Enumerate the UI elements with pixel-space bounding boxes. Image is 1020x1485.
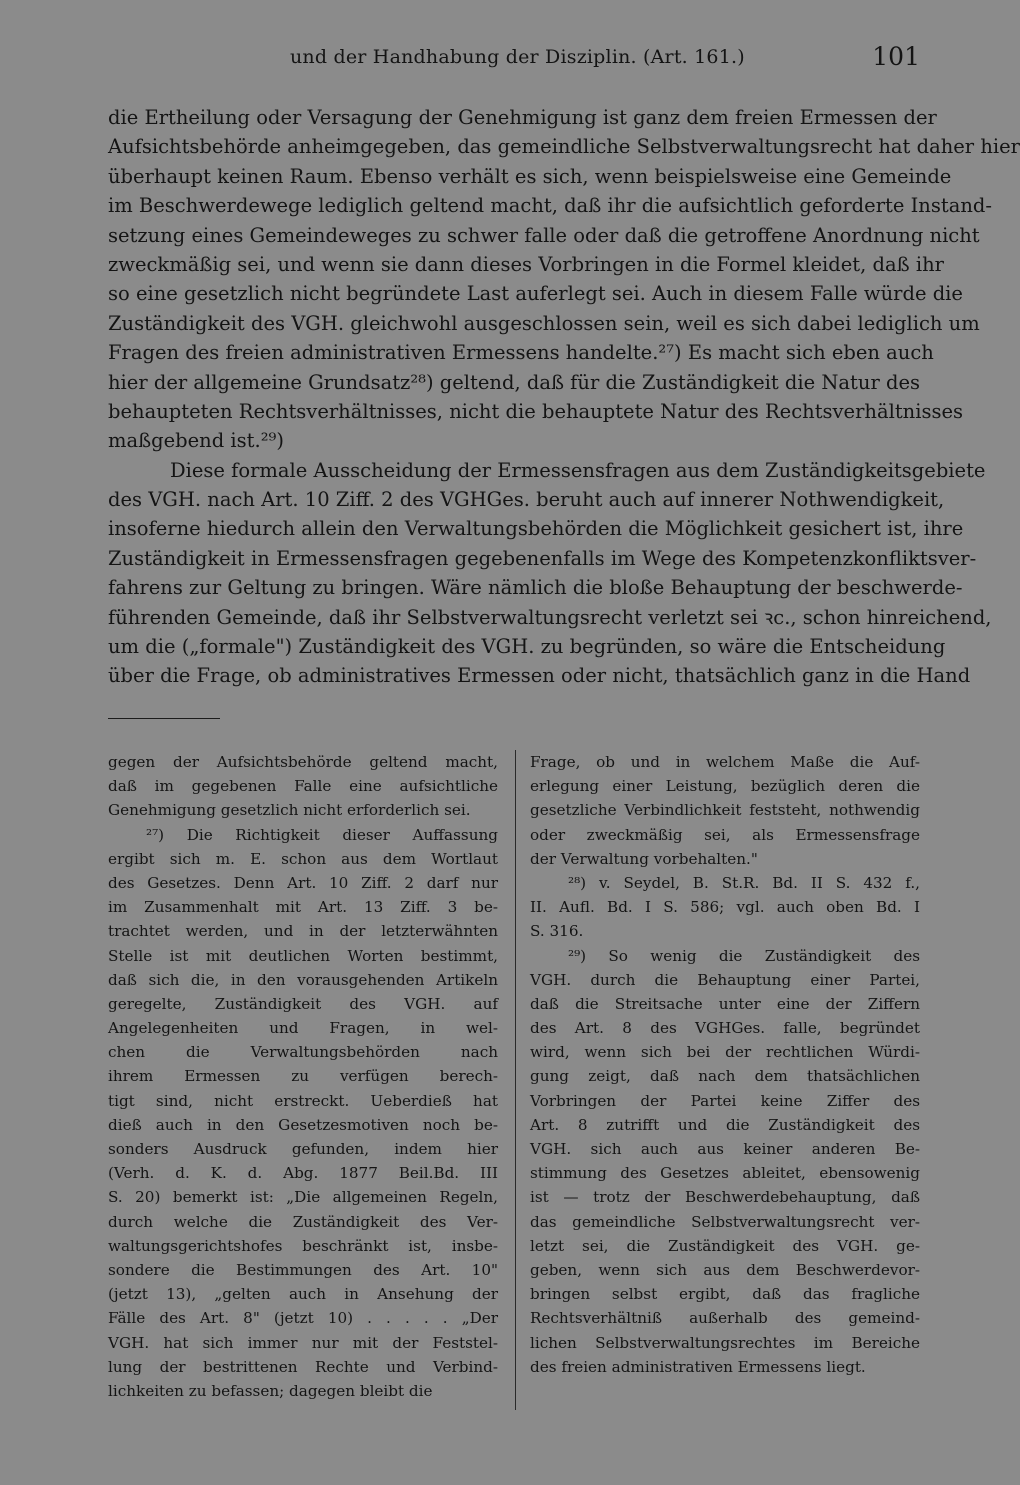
body-text-line: Fragen des freien administrativen Ermessens handelte.²⁷) Es macht sich eben auch: [108, 341, 934, 365]
footnote-line: sonders Ausdruck gefunden, indem hier: [108, 1140, 498, 1158]
footnote-line: erlegung einer Leistung, bezüglich deren die: [530, 777, 920, 796]
footnote-line: dieß auch in den Gesetzesmotiven noch be-: [108, 1115, 498, 1134]
body-text-line: im Beschwerdewege lediglich geltend macht, daß ihr die aufsichtlich geforderte Instand-: [108, 194, 992, 218]
footnote-line: letzt sei, die Zuständigkeit des VGH. ge-: [530, 1236, 920, 1255]
main-text-body: [108, 103, 1020, 691]
body-text-line: Zuständigkeit in Ermessensfragen gegebenenfalls im Wege des Kompetenzkonfliktsver-: [108, 546, 977, 570]
footnotes-right-column: [530, 750, 920, 1379]
footnote-line: ist — trotz der Beschwerdebehauptung, daß: [530, 1188, 920, 1207]
footnote-line: des Art. 8 des VGHGes. falle, begründet: [530, 1019, 920, 1038]
footnote-line: lichkeiten zu befassen; dagegen bleibt die: [108, 1381, 433, 1400]
page-number: 101: [872, 42, 920, 71]
footnote-line: Genehmigung gesetzlich nicht erforderlich sei.: [108, 801, 471, 820]
body-text-line: insoferne hiedurch allein den Verwaltungsbehörden die Möglichkeit gesichert ist, ihre: [108, 517, 964, 541]
footnote-line: oder zweckmäßig sei, als Ermessensfrage: [530, 825, 920, 844]
column-divider: [515, 750, 516, 1410]
footnote-line: sondere die Bestimmungen des Art. 10": [108, 1260, 498, 1279]
footnote-line: (Verh. d. K. d. Abg. 1877 Beil.Bd. III: [108, 1164, 498, 1183]
footnote-separator-rule: [108, 718, 220, 719]
footnote-line: im Zusammenhalt mit Art. 13 Ziff. 3 be-: [108, 898, 498, 917]
footnote-line: (jetzt 13), „gelten auch in Ansehung der: [108, 1285, 498, 1304]
footnote-line: waltungsgerichtshofes beschränkt ist, insbe-: [108, 1236, 498, 1255]
footnote-line: ergibt sich m. E. schon aus dem Wortlaut: [108, 849, 498, 868]
footnote-line: des freien administrativen Ermessens liegt.: [530, 1357, 866, 1376]
footnote-line: Fälle des Art. 8" (jetzt 10) . . . . . „Der: [108, 1309, 498, 1328]
footnote-line: S. 316.: [530, 922, 584, 941]
body-text-line: um die („formale") Zuständigkeit des VGH. zu begründen, so wäre die Entscheidung: [108, 635, 946, 659]
footnote-line: gegen der Aufsichtsbehörde geltend macht,: [108, 753, 498, 771]
footnote-line: stimmung des Gesetzes ableitet, ebensowenig: [530, 1164, 920, 1183]
body-text-line: hier der allgemeine Grundsatz²⁸) geltend, daß für die Zuständigkeit die Natur des: [108, 370, 920, 394]
footnote-line: des Gesetzes. Denn Art. 10 Ziff. 2 darf nur: [108, 873, 498, 892]
footnote-line: trachtet werden, und in der letzterwähnten: [108, 922, 498, 941]
footnote-line: daß sich die, in den vorausgehenden Artikeln: [108, 970, 498, 989]
footnote-line: ²⁹) So wenig die Zuständigkeit des: [568, 946, 920, 965]
body-text-line: Diese formale Ausscheidung der Ermessensfragen aus dem Zuständigkeitsgebiete: [170, 458, 986, 482]
footnote-line: wird, wenn sich bei der rechtlichen Würdi-: [530, 1043, 920, 1062]
body-text-line: Zuständigkeit des VGH. gleichwohl ausgeschlossen sein, weil es sich dabei lediglich um: [108, 311, 980, 335]
running-head: und der Handhabung der Disziplin. (Art. 161.): [290, 46, 745, 68]
footnote-line: durch welche die Zuständigkeit des Ver-: [108, 1212, 498, 1231]
footnote-line: das gemeindliche Selbstverwaltungsrecht ver-: [530, 1212, 920, 1231]
footnote-line: Stelle ist mit deutlichen Worten bestimmt,: [108, 946, 498, 965]
footnote-line: Rechtsverhältniß außerhalb des gemeind-: [530, 1309, 920, 1328]
footnote-line: lung der bestrittenen Rechte und Verbind-: [108, 1357, 498, 1376]
footnote-line: VGH. hat sich immer nur mit der Feststel-: [108, 1333, 498, 1352]
body-text-line: setzung eines Gemeindeweges zu schwer falle oder daß die getroffene Anordnung nicht: [108, 223, 980, 247]
footnote-line: Vorbringen der Partei keine Ziffer des: [530, 1091, 920, 1110]
footnote-line: geben, wenn sich aus dem Beschwerdevor-: [530, 1260, 920, 1279]
footnote-line: chen die Verwaltungsbehörden nach: [108, 1043, 498, 1062]
body-text-line: überhaupt keinen Raum. Ebenso verhält es sich, wenn beispielsweise eine Gemeinde: [108, 164, 952, 188]
footnote-line: VGH. sich auch aus keiner anderen Be-: [530, 1140, 920, 1158]
body-text-line: über die Frage, ob administratives Ermessen oder nicht, thatsächlich ganz in die Hand: [108, 664, 971, 688]
footnote-line: gesetzliche Verbindlichkeit feststeht, nothwendig: [530, 801, 920, 820]
body-text-line: so eine gesetzlich nicht begründete Last auferlegt sei. Auch in diesem Falle würde die: [108, 282, 963, 306]
body-text-line: zweckmäßig sei, und wenn sie dann dieses Vorbringen in die Formel kleidet, daß ihr: [108, 252, 944, 276]
page-header: [108, 44, 920, 80]
footnote-line: Angelegenheiten und Fragen, in wel-: [108, 1019, 498, 1038]
body-text-line: behaupteten Rechtsverhältnisses, nicht die behauptete Natur des Rechtsverhältnisses: [108, 399, 964, 423]
footnote-line: geregelte, Zuständigkeit des VGH. auf: [108, 994, 498, 1013]
footnote-line: daß im gegebenen Falle eine aufsichtliche: [108, 777, 498, 796]
body-text-line: Aufsichtsbehörde anheimgegeben, das gemeindliche Selbstverwaltungsrecht hat daher hier: [108, 135, 1020, 159]
body-text-line: die Ertheilung oder Versagung der Genehmigung ist ganz dem freien Ermessen der: [108, 106, 937, 129]
footnote-line: ²⁷) Die Richtigkeit dieser Auffassung: [146, 825, 498, 844]
footnote-line: lichen Selbstverwaltungsrechtes im Bereiche: [530, 1333, 920, 1352]
footnote-line: daß die Streitsache unter eine der Ziffern: [530, 994, 920, 1013]
footnote-line: gung zeigt, daß nach dem thatsächlichen: [530, 1067, 920, 1086]
body-text-line: fahrens zur Geltung zu bringen. Wäre nämlich die bloße Behauptung der beschwerde-: [108, 576, 963, 600]
footnote-line: tigt sind, nicht erstreckt. Ueberdieß hat: [108, 1091, 498, 1110]
footnote-line: II. Aufl. Bd. I S. 586; vgl. auch oben Bd. I: [530, 898, 920, 917]
footnotes-left-column: [108, 750, 498, 1403]
footnote-line: ²⁸) v. Seydel, B. St.R. Bd. II S. 432 f.,: [568, 873, 920, 892]
footnote-line: der Verwaltung vorbehalten.": [530, 849, 758, 868]
body-text-line: maßgebend ist.²⁹): [108, 429, 284, 453]
footnote-line: bringen selbst ergibt, daß das fragliche: [530, 1285, 920, 1304]
footnote-line: S. 20) bemerkt ist: „Die allgemeinen Regeln,: [108, 1188, 498, 1207]
footnote-line: Frage, ob und in welchem Maße die Auf-: [530, 753, 920, 771]
footnote-line: ihrem Ermessen zu verfügen berech-: [108, 1067, 498, 1086]
body-text-line: des VGH. nach Art. 10 Ziff. 2 des VGHGes. beruht auch auf innerer Nothwendigkeit,: [108, 488, 945, 512]
footnote-line: VGH. durch die Behauptung einer Partei,: [530, 970, 920, 989]
footnote-line: Art. 8 zutrifft und die Zuständigkeit des: [530, 1115, 920, 1134]
body-text-line: führenden Gemeinde, daß ihr Selbstverwaltungsrecht verletzt sei ꝛc., schon hinreichend,: [108, 605, 992, 629]
